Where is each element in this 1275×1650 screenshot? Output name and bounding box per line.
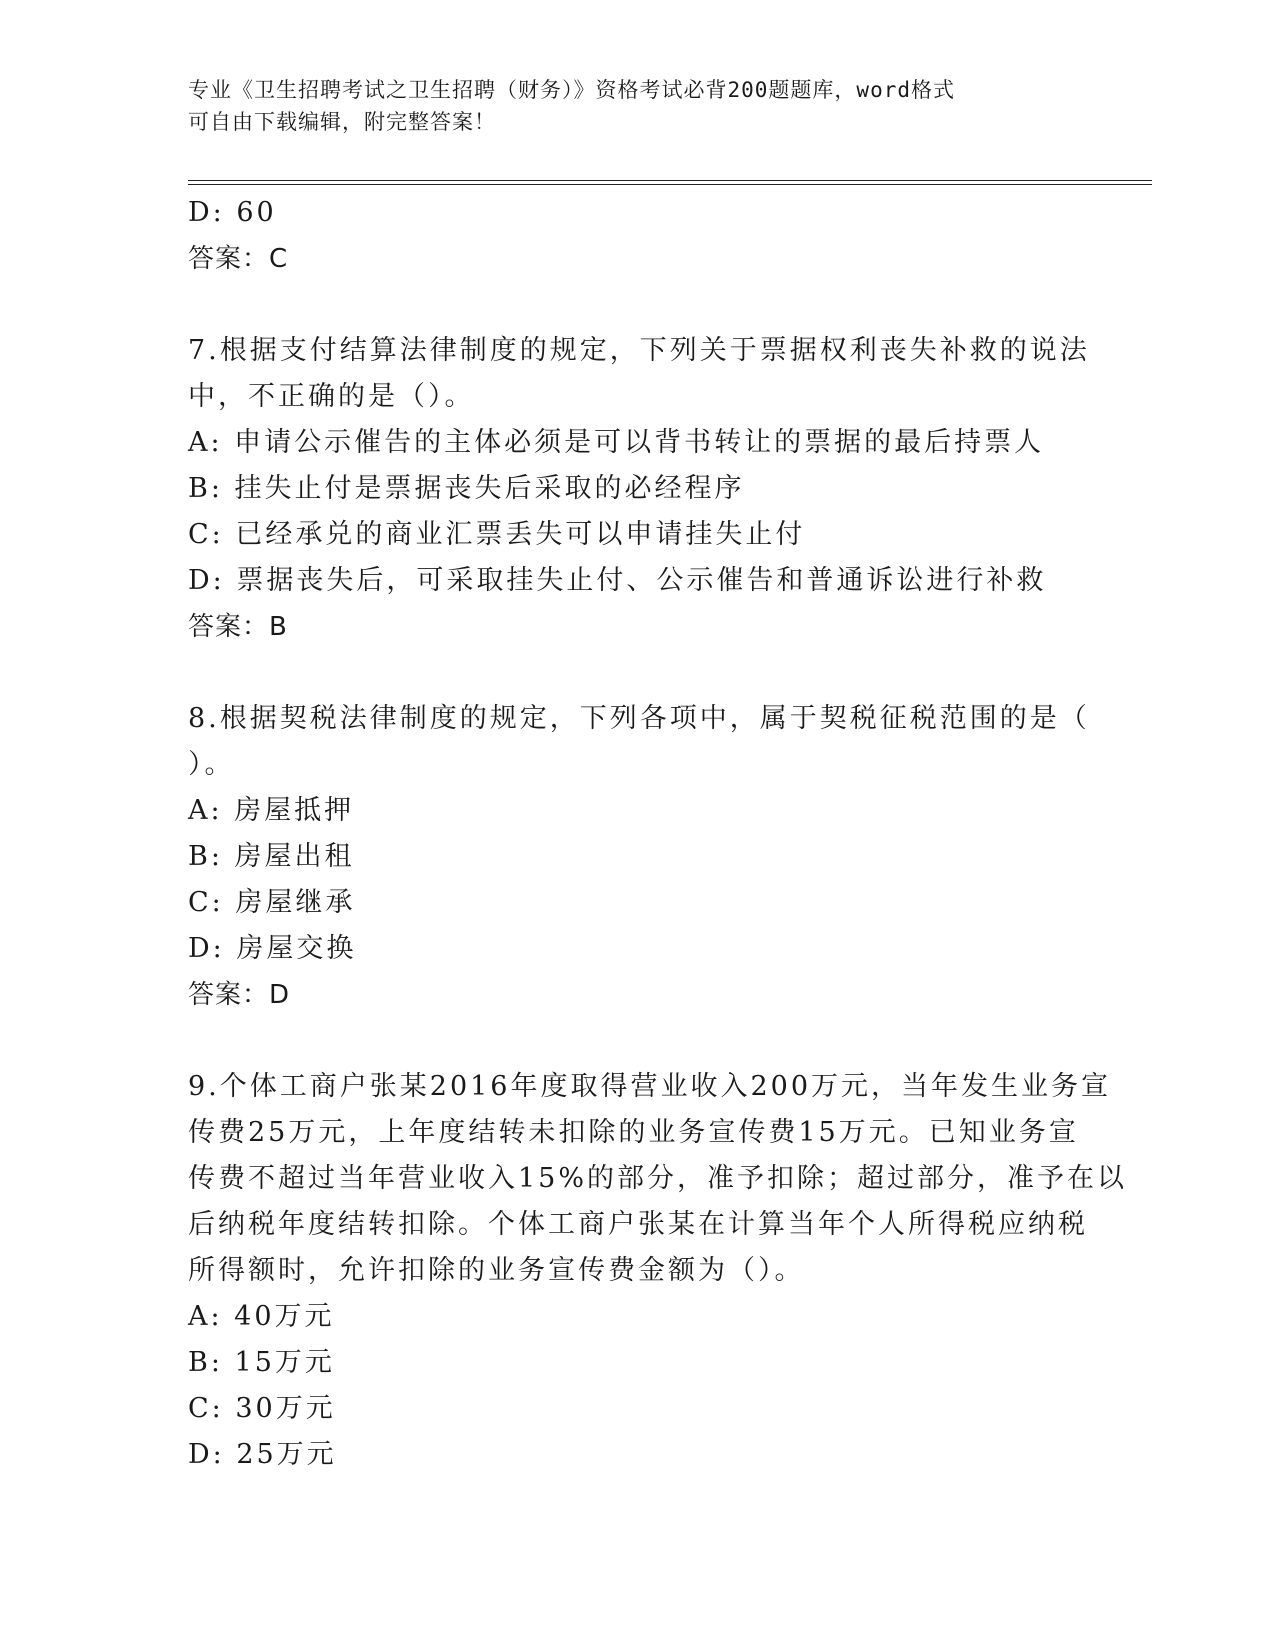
question-9-option-d: D: 25万元: [188, 1439, 337, 1470]
page-header: [188, 74, 1088, 138]
question-7-option-c: C: 已经承兑的商业汇票丢失可以申请挂失止付: [188, 519, 806, 550]
question-7-option-a: A: 申请公示催告的主体必须是可以背书转让的票据的最后持票人: [188, 427, 1045, 458]
spacer: [188, 650, 1088, 696]
question-content: [188, 190, 1128, 1478]
question-9-stem-line-3: 传费不超过当年营业收入15%的部分，准予扣除；超过部分，准予在以: [188, 1163, 1128, 1194]
question-9: [188, 1064, 1128, 1478]
question-8-option-d: D: 房屋交换: [188, 933, 357, 964]
previous-answer: 答案：C: [188, 244, 289, 274]
question-7-stem-line-1: 7.根据支付结算法律制度的规定，下列关于票据权利丧失补救的说法: [188, 335, 1090, 366]
question-9-option-a: A: 40万元: [188, 1301, 335, 1332]
question-7-stem-line-2: 中，不正确的是（）。: [188, 381, 475, 412]
question-7-option-d: D: 票据丧失后，可采取挂失止付、公示催告和普通诉讼进行补救: [188, 565, 1047, 596]
question-9-stem-line-1: 9.个体工商户张某2016年度取得营业收入200万元，当年发生业务宣: [188, 1071, 1112, 1102]
spacer: [188, 282, 1088, 328]
question-9-option-c: C: 30万元: [188, 1393, 336, 1424]
question-8: [188, 696, 1088, 1018]
header-title-line-1: 专业《卫生招聘考试之卫生招聘（财务）》资格考试必背200题题库，word格式: [188, 78, 955, 102]
previous-option-d: D: 60: [188, 197, 277, 228]
header-title-line-2: 可自由下载编辑，附完整答案！: [188, 110, 496, 134]
question-8-option-a: A: 房屋抵押: [188, 795, 355, 826]
question-7: [188, 328, 1088, 650]
question-8-option-c: C: 房屋继承: [188, 887, 356, 918]
question-9-stem-line-5: 所得额时，允许扣除的业务宣传费金额为（）。: [188, 1255, 805, 1286]
question-9-stem-line-4: 后纳税年度结转扣除。个体工商户张某在计算当年个人所得税应纳税: [188, 1209, 1088, 1240]
question-8-answer: 答案：D: [188, 980, 291, 1010]
question-8-option-b: B: 房屋出租: [188, 841, 355, 872]
question-8-stem-line-2: ）。: [188, 749, 235, 780]
question-8-stem-line-1: 8.根据契税法律制度的规定，下列各项中，属于契税征税范围的是（: [188, 703, 1090, 734]
header-divider-top: [188, 180, 1152, 181]
question-9-option-b: B: 15万元: [188, 1347, 335, 1378]
spacer: [188, 1018, 1088, 1064]
header-divider-bottom: [188, 184, 1152, 185]
question-9-stem-line-2: 传费25万元，上年度结转未扣除的业务宣传费15万元。已知业务宣: [188, 1117, 1079, 1148]
question-7-option-b: B: 挂失止付是票据丧失后采取的必经程序: [188, 473, 745, 504]
question-7-answer: 答案：B: [188, 612, 288, 642]
